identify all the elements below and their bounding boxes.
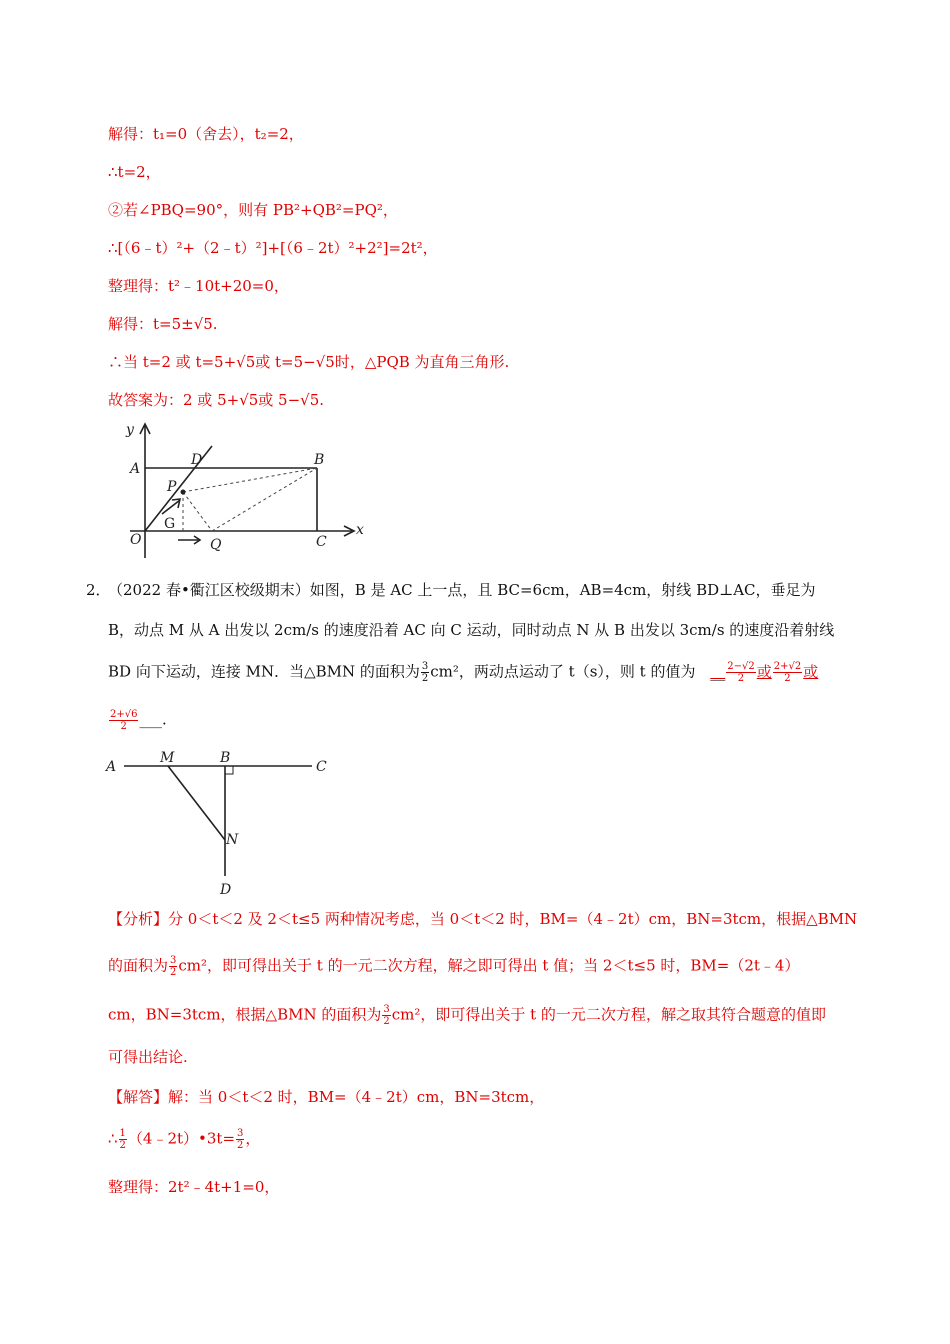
- fig1-label-y: y: [126, 422, 134, 438]
- solution-line-2: ∴t=2，: [108, 163, 161, 181]
- fig1-label-C: C: [316, 534, 327, 550]
- solution-line-3: ②若∠PBQ=90°，则有 PB²+QB²=PQ²，: [108, 201, 398, 219]
- segment-MN: [168, 766, 225, 840]
- fig1-label-Q: Q: [210, 537, 222, 553]
- question-line-3: BD 向下运动，连接 MN．当△BMN 的面积为 $\frac{3}{2}$ cm²，两动点运动了 t（s），则 t 的值为 __ $\frac{2-√2}{2}$ 或 $\frac{2+√2}{2}$ 或: [108, 661, 819, 684]
- dashed-QB: [212, 468, 317, 531]
- answer-continuation: $\frac{2+√6}{2}$ ___.: [110, 709, 167, 732]
- analysis-line-3: cm，BN=3tcm，根据△BMN 的面积为 $\frac{3}{2}$ cm²，即可得出关于 t 的一元二次方程，解之取其符合题意的值即: [108, 1004, 826, 1027]
- figure-2-diagram: [100, 744, 340, 900]
- dashed-PQ: [183, 492, 212, 531]
- fig2-label-N: N: [226, 832, 239, 848]
- solution-line-5: 整理得：t²﹣10t+20=0，: [108, 277, 289, 295]
- point-P: [181, 490, 186, 495]
- solution-tag: 【解答】: [108, 1088, 169, 1106]
- solution-line-7: ∴当 t=2 或 t=5+√5或 t=5−√5时，△PQB 为直角三角形.: [108, 353, 510, 371]
- right-angle-mark: [225, 766, 233, 774]
- question-line-1: （2022 春•衢江区校级期末）如图，B 是 AC 上一点，且 BC=6cm，AB=4cm，射线 BD⊥AC，垂足为: [108, 581, 816, 599]
- figure-1-coordinate-diagram: [100, 418, 380, 566]
- analysis-line-1: 【分析】分 0＜t＜2 及 2＜t≤5 两种情况考虑，当 0＜t＜2 时，BM=（4﹣2t）cm，BN=3tcm，根据△BMN: [108, 910, 858, 928]
- solution2-line-1: 【解答】解：当 0＜t＜2 时，BM=（4﹣2t）cm，BN=3tcm，: [108, 1088, 545, 1106]
- fig2-label-D: D: [220, 882, 232, 898]
- fig2-label-A: A: [106, 759, 117, 775]
- solution-line-1: 解得：t₁=0（舍去），t₂=2，: [108, 125, 304, 143]
- question-number: 2．: [86, 581, 111, 599]
- fig2-label-M: M: [160, 750, 175, 766]
- fig1-label-D: D: [191, 452, 203, 468]
- fig1-label-O: O: [130, 532, 142, 548]
- solution-line-4: ∴[（6﹣t）²+（2﹣t）²]+[（6﹣2t）²+2²]=2t²，: [108, 239, 438, 257]
- fig1-label-G: G: [164, 516, 176, 532]
- solution2-line-2: ∴ $\frac{1}{2}$ （4﹣2t）•3t= $\frac{3}{2}$ ，: [108, 1128, 261, 1151]
- fig1-label-A: A: [130, 461, 141, 477]
- solution-line-6: 解得：t=5±√5.: [108, 315, 218, 333]
- fig2-label-B: B: [220, 750, 231, 766]
- dashed-PB: [183, 468, 317, 492]
- analysis-line-2: 的面积为 $\frac{3}{2}$ cm²，即可得出关于 t 的一元二次方程，解之即可得出 t 值；当 2＜t≤5 时，BM=（2t﹣4）: [108, 955, 800, 978]
- answer-line: 故答案为：2 或 5+√5或 5−√5.: [108, 391, 325, 409]
- analysis-tag: 【分析】: [108, 910, 169, 928]
- solution2-line-3: 整理得：2t²﹣4t+1=0，: [108, 1178, 280, 1196]
- question-line-2: B，动点 M 从 A 出发以 2cm/s 的速度沿着 AC 向 C 运动，同时动点 N 从 B 出发以 3cm/s 的速度沿着射线: [108, 621, 835, 639]
- fig1-label-B: B: [314, 452, 325, 468]
- answer-blank: __ $\frac{2-√2}{2}$ 或 $\frac{2+√2}{2}$ 或: [710, 661, 819, 684]
- fig2-label-C: C: [316, 759, 327, 775]
- fig1-label-x: x: [356, 522, 364, 538]
- analysis-line-4: 可得出结论.: [108, 1048, 188, 1066]
- fig1-label-P: P: [167, 479, 177, 495]
